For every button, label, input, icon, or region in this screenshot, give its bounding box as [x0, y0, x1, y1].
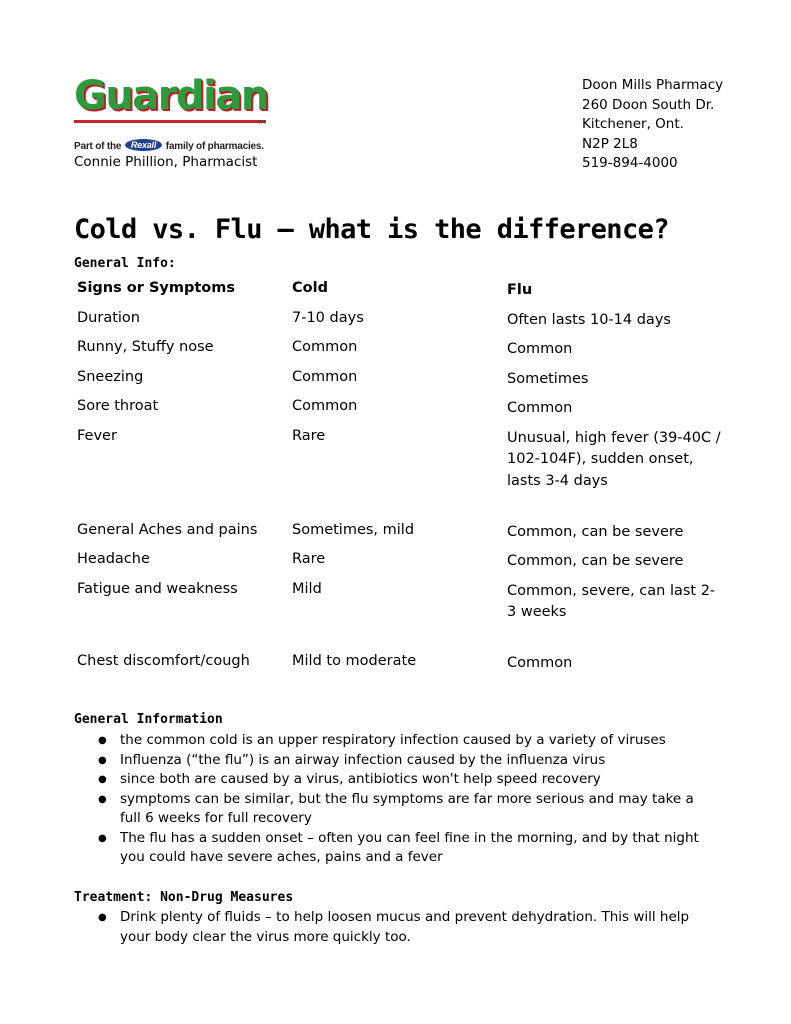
address-line: 260 Doon South Dr.	[582, 96, 715, 113]
general-information-heading: General Information	[74, 712, 223, 727]
address-line: N2P 2L8	[582, 135, 638, 152]
pharmacist-name: Connie Phillion, Pharmacist	[74, 154, 258, 170]
general-info-label: General Info:	[74, 256, 176, 271]
address-line: Doon Mills Pharmacy	[582, 77, 724, 93]
list-item: ● the common cold is an upper respiratory infection caused by a variety of viruses	[98, 731, 718, 751]
tagline-suffix: family of pharmacies.	[165, 141, 264, 152]
column-header: Signs or Symptoms	[77, 280, 235, 296]
logo-tagline	[74, 139, 274, 152]
rexall-badge: Rexall	[125, 139, 162, 151]
table-cell: Sometimes	[507, 370, 589, 387]
symptom-table	[77, 280, 727, 674]
table-cell: Mild	[292, 580, 322, 597]
table-cell: Unusual, high fever (39-40C / 102-104F), sudden onset, lasts 3-4 days	[507, 429, 721, 489]
table-cell: Runny, Stuffy nose	[77, 339, 214, 355]
tagline-prefix: Part of the	[74, 141, 122, 152]
table-row	[77, 514, 727, 544]
address-line: Kitchener, Ont.	[582, 116, 684, 132]
treatment-list	[98, 908, 718, 947]
table-header-row	[77, 280, 727, 302]
table-cell: Fatigue and weakness	[77, 580, 238, 597]
table-cell: Headache	[77, 551, 150, 567]
table-cell: Common	[292, 368, 358, 385]
table-row	[77, 331, 727, 361]
table-row	[77, 390, 727, 420]
pharmacy-address	[582, 76, 723, 174]
list-item: ● The flu has a sudden onset – often you can feel fine in the morning, and by that night you could have severe aches, pains and a fever	[98, 829, 718, 868]
table-cell: Sneezing	[77, 368, 144, 385]
table-cell: General Aches and pains	[77, 521, 258, 538]
table-cell: Common	[507, 654, 573, 671]
address-line: 519-894-4000	[582, 155, 678, 171]
treatment-heading: Treatment: Non-Drug Measures	[74, 890, 294, 905]
table-cell: Common, severe, can last 2-3 weeks	[507, 582, 716, 620]
table-row	[77, 543, 727, 573]
list-item: ● Drink plenty of fluids – to help loosen mucus and prevent dehydration. This will help your body clear the virus more quickly too.	[98, 908, 718, 947]
table-cell: 7-10 days	[292, 309, 364, 326]
list-item: ● since both are caused by a virus, antibiotics won't help speed recovery	[98, 770, 718, 790]
logo-wordmark: Guardian	[74, 73, 268, 119]
table-cell: Chest discomfort/cough	[77, 652, 250, 669]
table-row	[77, 302, 727, 332]
list-item: ● Influenza (“the flu”) is an airway infection caused by the influenza virus	[98, 751, 718, 771]
pharmacy-logo	[74, 74, 274, 152]
table-cell: Common	[292, 339, 358, 355]
table-cell: Common, can be severe	[507, 523, 684, 540]
table-cell: Rare	[292, 551, 326, 567]
table-row	[77, 573, 727, 645]
table-cell: Common, can be severe	[507, 553, 684, 569]
table-cell: Often lasts 10-14 days	[507, 311, 671, 328]
list-item: ● symptoms can be similar, but the flu symptoms are far more serious and may take a full 6 weeks for full recovery	[98, 790, 718, 829]
table-cell: Duration	[77, 309, 140, 326]
logo-underline	[74, 120, 266, 123]
page-title: Cold vs. Flu – what is the difference?	[74, 214, 669, 245]
column-header: Cold	[292, 280, 328, 296]
table-row	[77, 420, 727, 514]
table-cell: Rare	[292, 427, 326, 444]
table-cell: Fever	[77, 427, 117, 444]
general-information-list	[98, 731, 718, 868]
table-row	[77, 361, 727, 391]
table-cell: Sore throat	[77, 398, 159, 414]
table-cell: Common	[292, 398, 358, 414]
table-cell: Common	[507, 341, 573, 357]
table-cell: Common	[507, 400, 573, 416]
table-cell: Mild to moderate	[292, 652, 417, 669]
table-cell: Sometimes, mild	[292, 521, 415, 538]
logo-trademark: TM	[258, 120, 266, 126]
table-row	[77, 645, 727, 675]
column-header: Flu	[507, 282, 533, 298]
